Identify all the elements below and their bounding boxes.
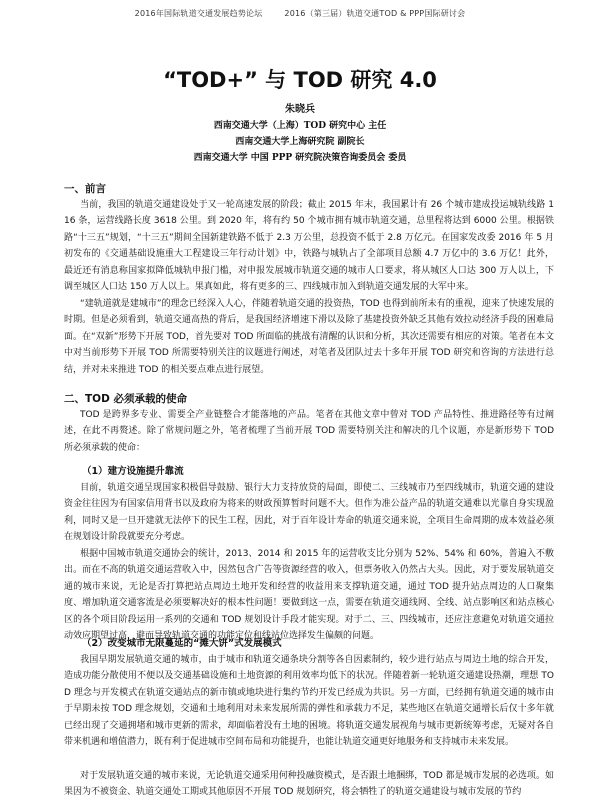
body-paragraph — [64, 407, 554, 457]
affiliation-line: 西南交通大学上海研究院 副院长 — [235, 137, 365, 147]
subsection-heading: （2）改变城市无限蔓延的“摊大饼”式发展模式 — [82, 638, 282, 649]
paragraph-text: TOD 是跨界多专业、需要全产业链整合才能落地的产品。笔者在其他文章中曾对 TOD 产品特性、推进路径等有过阐述，在此不再赘述。除了常规问题之外，笔者梳理了当前开展 TOD 需要特别关注和解决的几个议题，亦是新形势下 TOD 所必须承载的使命： — [64, 410, 554, 453]
section-heading-intro: 一、前言 — [64, 183, 106, 195]
paragraph-text: 我国早期发展轨道交通的城市，由于城市和轨道交通条块分割等各自因素制约，较少进行站点与周边土地的综合开发，造成功能分散使用不便以及交通基础设施和土地资源的利用效率均低下的状况。伴随着新一轮轨道交通建设热潮，理想 TOD 理念与开发模式在轨道交通站点的新市镇或地块进行集约节约开发已经成为共识。另一方面，已经拥有轨道交通的城市由于早期未按 TOD 理念规划，交通和土地利用对未来发展所需的弹性和承载力不足，某些地区在轨道交通增长后仅十多年就已经出现了交通拥堵和城市更新的需求，却面临着没有土地的困境。将轨道交通发展视角与城市更新统筹考虑，无疑对各自带来机遇和增值潜力，既有利于促进城市空间布局和功能提升，也能让轨道交通更好地服务和支持城市未来发展。 — [64, 655, 554, 748]
subsection-heading: （1）建方设施提升靠流 — [82, 466, 184, 477]
running-header-right: 2016（第三届）轨道交通TOD & PPP国际研讨会 — [284, 9, 466, 18]
running-header-left: 2016年国际轨道交通发展趋势论坛 — [134, 9, 263, 18]
body-paragraph — [64, 197, 554, 296]
running-header — [0, 8, 600, 19]
body-paragraph — [64, 546, 554, 642]
affiliation-line: 西南交通大学 中国 PPP 研究院决策咨询委员会 委员 — [193, 153, 407, 163]
body-paragraph — [64, 480, 554, 546]
paragraph-text: 根据中国城市轨道交通协会的统计，2013、2014 和 2015 年的运营收支比分别为 52%、54% 和 60%，普遍入不敷出。而在不高的轨道交通运营收入中，因然包含广告等资源经营的收入，但票务收入仍然占大头。因此，对于要发展轨道交通的城市来说，无论是否打算把站点周边土地开发和经营的收益用来支撑轨道交通，通过 TOD 提升站点周边的人口聚集度、增加轨道交通客流是必须要解决好的根本性问题！要做到这一点，需要在轨道交通线网、全线、站点影响区和站点核心区的各个项目阶段运用一系列的交通和 TOD 规划设计手段才能实现。对于二、三、四线城市，还应注意避免对轨道交通拉动效应期望过高，避而导致轨道交通的功能定位和线站位选择发生偏颇的问题。 — [64, 549, 554, 642]
body-paragraph — [64, 296, 554, 379]
paragraph-text: “建轨道就是建城市”的理念已经深入人心，伴随着轨道交通的投资热，TOD 也得到前所未有的重视，迎来了快速发展的时期。但是必须看到，轨道交通高热的背后，是我国经济增速下滑以及除了基建投资外缺乏其他有效拉动经济手段的困难局面。在“双新”形势下开展 TOD，首先要对 TOD 所面临的挑战有清醒的认识和分析，其次还需要有相应的对策。笔者在本文中对当前形势下开展 TOD 所需要特别关注的议题进行阐述，对笔者及团队过去十多年开展 TOD 研究和咨询的方法进行总结，并对未来推进 TOD 的相关要点难点进行展望。 — [64, 299, 554, 375]
body-paragraph — [64, 768, 554, 801]
body-paragraph — [64, 652, 554, 767]
paragraph-text: 当前，我国的轨道交通建设处于又一轮高速发展的阶段；截止 2015 年末，我国累计有 26 个城市建成投运城轨线路 116 条，运营线路长度 3618 公里。到 2020 年，将有约 50 个城市拥有城市轨道交通，总里程将达到 6000 公里。根据铁路“十三五”规划，“十三五”期间全国新建铁路不低于 2.3 万公里，总投资不低于 2.8 万亿元。在国家发改委 2016 年 5 月初发布的《交通基础设施重大工程建设三年行动计划》中，铁路与城轨占了全部项目总额 4.7 万亿中的 3.6 万亿！此外，最近还有消息称国家拟降低城轨申报门槛，对申报发展城市轨道交通的城市人口要求，将从城区人口达 300 万人以上，下调至城区人口达 150 万人以上。果真如此，将有更多的三、四线城市加入到轨道交通发展的大军中来。 — [64, 200, 554, 293]
paragraph-text: 目前，轨道交通呈现国家积极倡导鼓励、银行大力支持放贷的局面，即使二、三线城市乃至四线城市，轨道交通的建设资金往往因为有国家信用背书以及政府为将来的财政预算暂时问题不大。但作为准公益产品的轨道交通难以光靠自身实现盈利，同时又是一旦开建就无法停下的民生工程，因此，对于百年设计寿命的轨道交通来说，全项目生命周期的成本效益必须在规划设计阶段就要充分考虑。 — [64, 483, 554, 543]
section-heading-mission: 二、TOD 必须承载的使命 — [64, 393, 187, 405]
paragraph-text: 对于发展轨道交通的城市来说，无论轨道交通采用何种投融资模式，是否跟土地捆绑，TOD 都是城市发展的必选项。如果因为不被资金、轨道交通处工期或其他原因不开展 TOD 规划研究，将会牺牲了的轨道交通建设与城市发展的节约 — [64, 771, 554, 798]
paper-title: “TOD+” 与 TOD 研究 4.0 — [163, 68, 437, 92]
author-name: 朱晓兵 — [285, 104, 315, 115]
affiliation-line: 西南交通大学（上海）TOD 研究中心 主任 — [213, 121, 387, 131]
